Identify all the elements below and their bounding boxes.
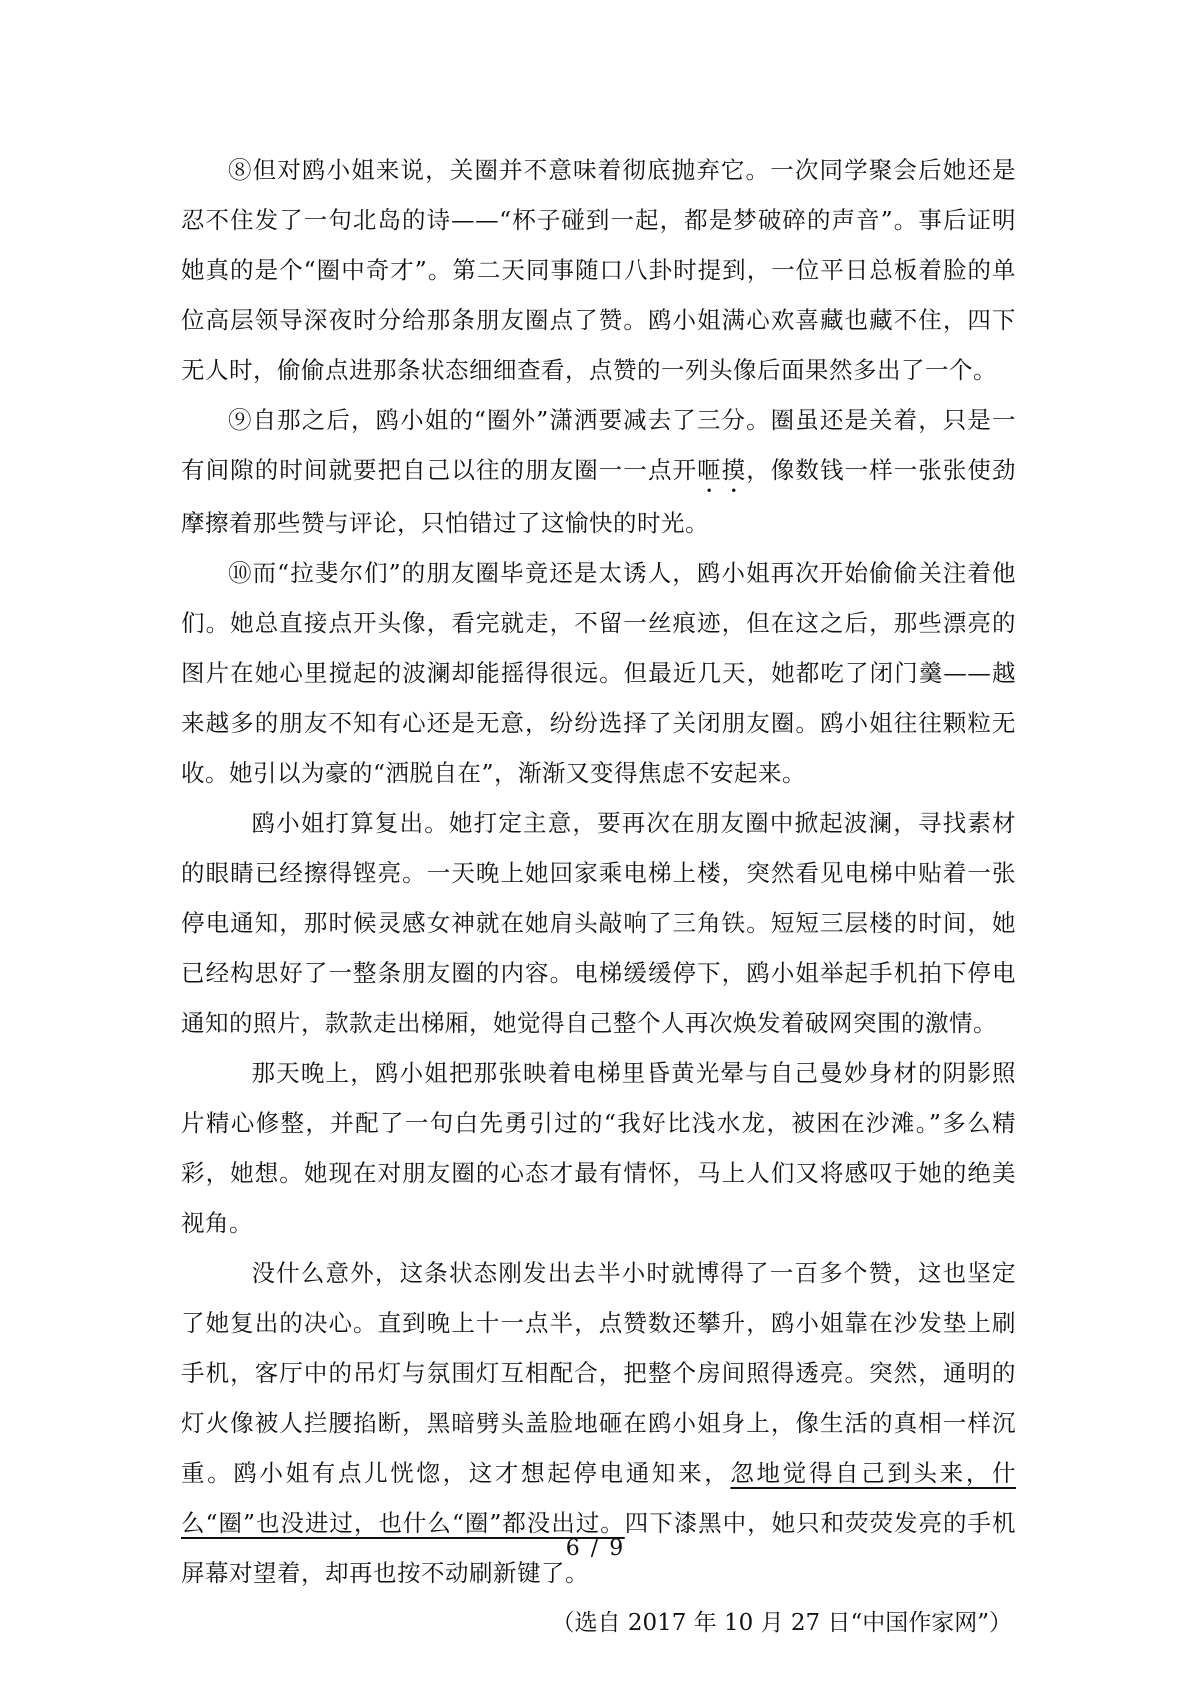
paragraph-12: 那天晚上，鸥小姐把那张映着电梯里昏黄光晕与自己曼妙身材的阴影照片精心修整，并配了一句白先勇引过的“我好比浅水龙，被困在沙滩。”多么精彩，她想。她现在对朋友圈的心态才最有情怀，马上人们又将感叹于她的绝美视角。 — [181, 1059, 1016, 1237]
paragraph-9 — [181, 395, 1016, 548]
paragraph-8: ⑧但对鸥小姐来说，关圈并不意味着彻底抛弃它。一次同学聚会后她还是忍不住发了一句北岛的诗——“杯子碰到一起，都是梦破碎的声音”。事后证明她真的是个“圈中奇才”。第二天同事随口八卦时提到，一位平日总板着脸的单位高层领导深夜时分给那条朋友圈点了赞。鸥小姐满心欢喜藏也藏不住，四下无人时，偷偷点进那条状态细细查看，点赞的一列头像后面果然多出了一个。 — [181, 156, 1016, 384]
emphasized-word: 咂摸 — [697, 456, 747, 484]
paragraph-11: 鸥小姐打算复出。她打定主意，要再次在朋友圈中掀起波澜，寻找素材的眼睛已经擦得铿亮。一天晚上她回家乘电梯上楼，突然看见电梯中贴着一张停电通知，那时候灵感女神就在她肩头敲响了三角铁。短短三层楼的时间，她已经构思好了一整条朋友圈的内容。电梯缓缓停下，鸥小姐举起手机拍下停电通知的照片，款款走出梯厢，她觉得自己整个人再次焕发着破网突围的激情。 — [181, 809, 1016, 1037]
paragraph-9-after: ，像数钱一样一张张使劲摩擦着那些赞与评论，只怕错过了这愉快的时光。 — [181, 456, 1017, 537]
document-body — [181, 145, 1016, 1648]
page-number: 6 / 9 — [565, 1536, 626, 1561]
paragraph-10: ⑩而“拉斐尔们”的朋友圈毕竟还是太诱人，鸥小姐再次开始偷偷关注着他们。她总直接点开头像，看完就走，不留一丝痕迹，但在这之后，那些漂亮的图片在她心里搅起的波澜却能摇得很远。但最近几天，她都吃了闭门羹——越来越多的朋友不知有心还是无意，纷纷选择了关闭朋友圈。鸥小姐往往颗粒无收。她引以为豪的“洒脱自在”，渐渐又变得焦虑不安起来。 — [181, 559, 1016, 787]
paragraph-13-before: 没什么意外，这条状态刚发出去半小时就博得了一百多个赞，这也坚定了她复出的决心。直到晚上十一点半，点赞数还攀升，鸥小姐靠在沙发垫上刷手机，客厅中的吊灯与氛围灯互相配合，把整个房间照得透亮。突然，通明的灯火像被人拦腰掐断，黑暗劈头盖脸地砸在鸥小姐身上，像生活的真相一样沉重。鸥小姐有点儿恍惚，这才想起停电通知来， — [181, 1259, 1016, 1487]
paragraph-9-before: ⑨自那之后，鸥小姐的“圈外”潇洒要减去了三分。圈虽还是关着，只是一有间隙的时间就要把自己以往的朋友圈一一点开 — [181, 406, 1016, 484]
underlined-sentence: 忽地觉得自己到头来，什么“圈”也没进过，也什么“圈”都没出过。 — [181, 1459, 1017, 1537]
paragraph-13-after: 四下漆黑中，她只和荧荧发亮的手机屏幕对望着，却再也按不动刷新键了。 — [181, 1509, 1016, 1587]
source-citation: （选自 2017 年 10 月 27 日“中国作家网”） — [551, 1610, 1012, 1636]
